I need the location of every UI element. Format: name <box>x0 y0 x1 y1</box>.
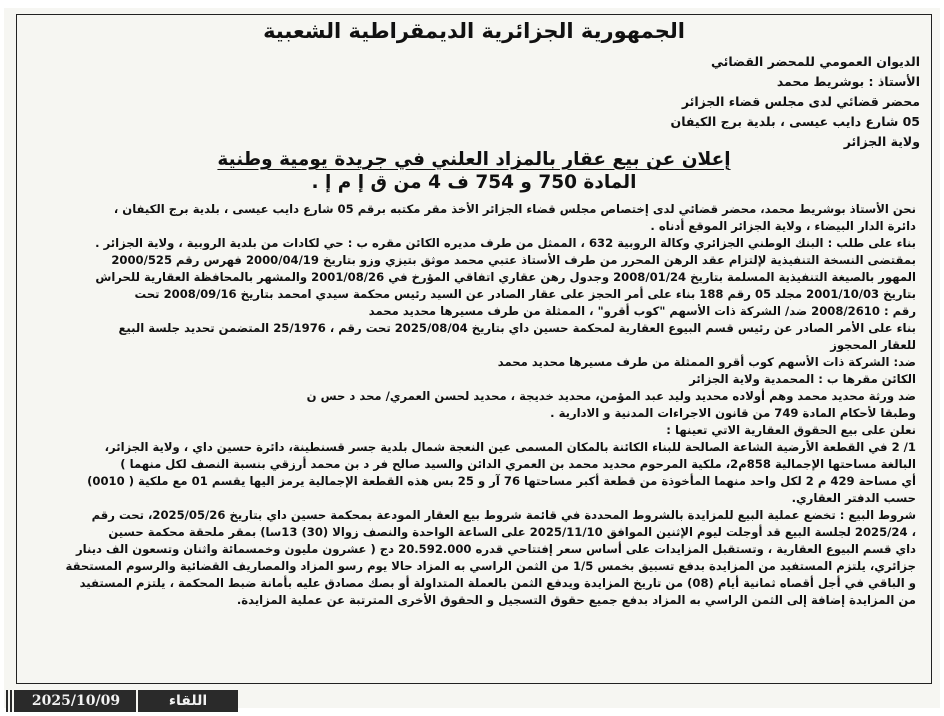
body-line: بمقتضى النسخة التنفيذية لإلتزام عقد الرهن المحرر من طرف الأستاذ عتبي محمد موثق بتيزي وزو بتاريخ 2000/04/19 فهرس رقم 2000/525 <box>111 253 916 267</box>
publication-date: 2025/10/09 <box>16 690 136 712</box>
office-line: الأستاذ : بوشريط محمد <box>776 74 920 89</box>
body-line: رقم : 2008/2610 ضد/ الشركة ذات الأسهم "كوب أقرو" ، الممثلة من طرف مسيرها محديد محمد <box>368 304 916 318</box>
office-line: ولاية الجزائر <box>843 134 920 149</box>
body-line: و الباقي في أجل أقصاه ثمانية أيام (08) من تاريخ المزايدة ويدفع الثمن بالعملة المتداولة أو بصك مصادق عليه بأمانة ضبط المحكمة ، يلتزم المستفيد <box>79 576 916 590</box>
body-line: جزائري، يلتزم المستفيد من المزايدة بدفع تسبيق بخمس 1/5 من الثمن الراسي به المزاد حالا يوم رسو المزاد والمصاريف القضائية والرسوم المستحقة <box>65 559 916 573</box>
body-line: ضد ورثة محديد محمد وهم أولاده محديد وليد عبد المؤمن، محديد خديجة ، محديد لحسن العمري/ محد د حس ن <box>306 389 916 403</box>
republic-header: الجمهورية الجزائرية الديمقراطية الشعبية <box>263 19 685 43</box>
body-line: 1/ 2 في القطعة الأرضية الشاعة الصالحة للبناء الكائنة بالمكان المسمى عين النعجة شمال بلدية جسر قسنطينة، دائرة حسين داي ، ولاية الجزائر، <box>104 440 916 454</box>
body-line: للعقار المحجوز <box>830 338 916 352</box>
bailiff-office-block <box>400 52 920 152</box>
headline-article: المادة 750 و 754 ف 4 من ق إ م إ . <box>311 172 637 193</box>
office-line: 05 شارع دايب عيسى ، بلدية برج الكيفان <box>670 114 920 129</box>
body-line: البالغة مساحتها الإجمالية 858م2، ملكية المرحوم محديد محمد بن العمري الدائن والسيد صالح فر د بن محمد أرزقي بنسبة النصف لكل منهما ) <box>120 457 916 471</box>
body-line: الكائن مقرها ب : المحمدية ولاية الجزائر <box>689 372 916 386</box>
body-line: بتاريخ 2001/10/03 مجلد 05 رقم 188 بناء على أمر الحجز على عقار الصادر عن السيد رئيس محكمة سيدي امحمد بتاريخ 2008/09/16 تحت <box>134 287 916 301</box>
body-line: بناء على طلب : البنك الوطني الجزائري وكالة الروبية 632 ، الممثل من طرف مديره الكائن مقره ب : حي لكادات من بلدية الروبية ، ولاية الجزائر . <box>95 236 916 250</box>
body-line: من المزايدة إضافة إلى الثمن الراسي به المزاد بدفع جميع حقوق التسجيل و الحقوق الأخرى المترتبة عن عملية المزايدة. <box>236 593 916 607</box>
body-line: نعلن على بيع الحقوق العقارية الاتي تعينها : <box>666 423 916 437</box>
body-line: حسب الدفتر العقاري. <box>791 491 916 505</box>
office-line: الديوان العمومي للمحضر القضائي <box>711 54 920 69</box>
body-line: المهور بالصيغة التنفيذية المسلمة بتاريخ 2008/01/24 وجدول رهن عقاري اتفاقي المؤرخ في 2001/08/26 والمشهر بالمحافظة العقارية للحراش <box>95 270 916 284</box>
body-line: وطبقا لأحكام المادة 749 من قانون الاجراءات المدنية و الادارية . <box>550 406 916 420</box>
body-line: أي مساحة 429 م 2 لكل واحد منهما المأخوذة من قطعة أكبر مساحتها 76 آر و 25 بس هذه القطعة الإجمالية يرمز اليها يقسم 01 مع ملكية ( 0010) <box>87 474 916 488</box>
announcement-body <box>30 201 916 609</box>
body-line: داي قسم البيوع العقارية ، وتستقبل المزايدات على أساس سعر إفتتاحي قدره 20.592.000 دج ( عشرون مليون وخمسمائة واثنان وتسعون الف دينار <box>75 542 916 556</box>
publication-footer <box>16 690 244 712</box>
newspaper-name: اللقاء <box>136 690 238 712</box>
body-line: شروط البيع : تخضع عملية البيع للمزايدة بالشروط المحددة في قائمة شروط بيع العقار المودعة بمحكمة حسين داي بتاريخ 2025/05/26، تحت رقم <box>91 508 916 522</box>
headline-title: إعلان عن بيع عقار بالمزاد العلني في جريدة يومية وطنية <box>217 149 731 170</box>
body-line: دائرة الدار البيضاء ، ولاية الجزائر الموقع أدناه . <box>650 219 916 233</box>
office-line: محضر قضائي لدى مجلس قضاء الجزائر <box>681 94 920 109</box>
announcement-headline <box>16 148 932 194</box>
body-line: ، 2025/24 لجلسة البيع قد أوجلت ليوم الإثنين الموافق 2025/11/10 على الساعة الواحدة والنصف زوالا (30) 13سا) بمقر ملحقة محكمة حسين <box>108 525 916 539</box>
body-line: ضد: الشركة ذات الأسهم كوب أقرو الممثلة من طرف مسيرها محديد محمد <box>497 355 916 369</box>
document-page <box>4 8 940 708</box>
body-line: بناء على الأمر الصادر عن رئيس قسم البيوع العقارية لمحكمة حسين داي بتاريخ 2025/08/04 تحت رقم ، 25/1976 المتضمن تحديد جلسة البيع <box>118 321 916 335</box>
body-line: نحن الأستاذ بوشريط محمد، محضر قضائي لدى إختصاص مجلس قضاء الجزائر الأخذ مقر مكتبه برقم 05 شارع دايب عيسى ، بلدية برج الكيفان ، <box>113 202 916 216</box>
